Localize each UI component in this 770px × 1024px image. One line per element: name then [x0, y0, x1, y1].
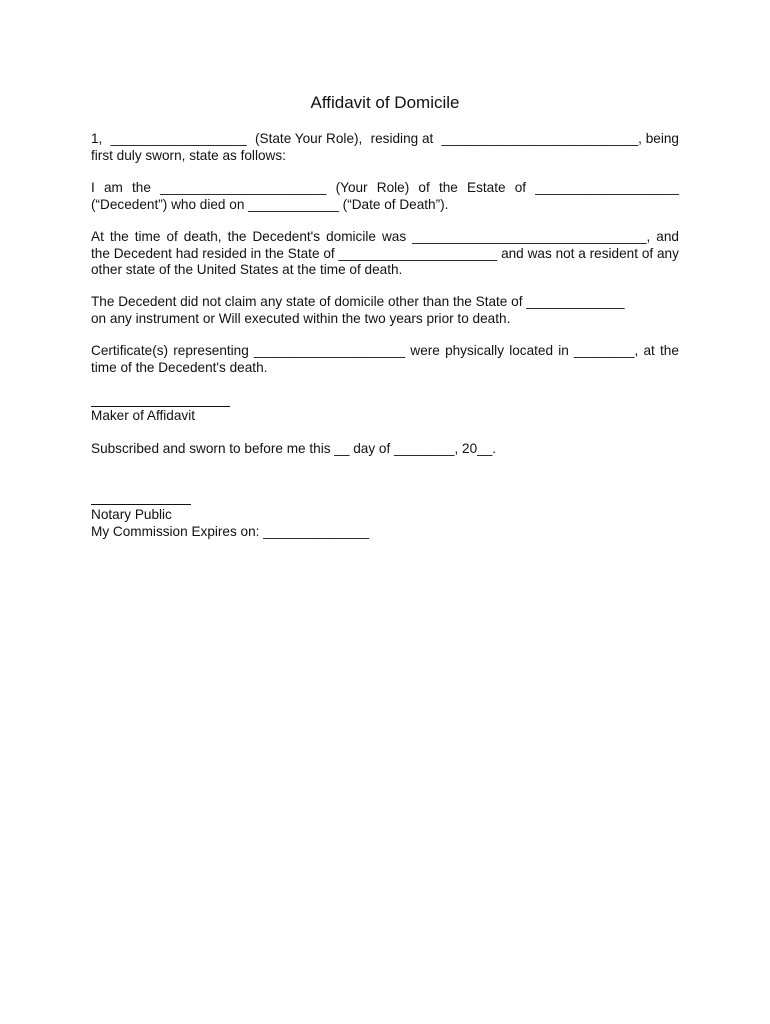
notary-public-label: Notary Public [91, 507, 172, 522]
state-blank: _____________________ [338, 245, 498, 261]
word: the [438, 180, 458, 195]
word: resided [202, 245, 247, 261]
role-blank: __________________ [110, 131, 247, 146]
paragraph-line: on any instrument or Will executed within the two years prior to death. [91, 310, 511, 326]
word: and [501, 245, 524, 261]
residence-blank: __________________________, being [441, 131, 679, 146]
word: time [134, 229, 161, 244]
word: in [558, 343, 569, 358]
word: Certificate(s) [91, 343, 169, 358]
word: am [103, 180, 123, 195]
word: I [91, 180, 95, 195]
location-blank: ________, [574, 343, 639, 358]
maker-block [91, 408, 679, 425]
word: the [227, 229, 247, 244]
notary-signature-line [91, 504, 191, 505]
word: was [381, 229, 407, 244]
subscribed-sworn-line: Subscribed and sworn to before me this __ day of ________, 20__. [91, 441, 497, 456]
paragraph-line: other state of the United States at the time of death. [91, 262, 403, 277]
word: (Your [335, 180, 368, 195]
paragraph-line [91, 343, 679, 360]
paragraph-estate [91, 180, 679, 213]
paragraph-domicile [91, 229, 679, 279]
word: of [418, 180, 430, 195]
word: the [265, 245, 284, 261]
word: resident [589, 245, 639, 261]
estate-blank: ___________________ [535, 180, 679, 195]
word: representing [173, 343, 249, 358]
paragraph-line: first duly sworn, state as follows: [91, 147, 286, 163]
word: State [287, 245, 320, 261]
paragraph-line: The Decedent did not claim any state of domicile other than the State of _____________ [91, 294, 625, 309]
word: physically [445, 343, 504, 358]
word: At [91, 229, 104, 244]
word: Estate [467, 180, 506, 195]
word: Decedent's [252, 229, 321, 244]
document-title: Affidavit of Domicile [310, 93, 460, 112]
word: not [555, 245, 575, 261]
subscribed-block [91, 441, 679, 458]
paragraph-line: time of the Decedent's death. [91, 359, 268, 375]
paragraph-role-residence [91, 131, 679, 164]
word: the [91, 245, 110, 261]
word: death, [183, 229, 222, 244]
paragraph-certificates [91, 343, 679, 376]
word: domicile [326, 229, 376, 244]
paragraph-line [91, 246, 679, 263]
word: were [410, 343, 440, 358]
paragraph-line [91, 180, 679, 197]
word: in [250, 245, 262, 261]
role-blank: ______________________ [160, 180, 327, 195]
commission-expires-line: My Commission Expires on: ______________ [91, 523, 370, 539]
word: of [641, 245, 654, 261]
word: located [509, 343, 554, 358]
word: a [578, 245, 586, 261]
certificates-blank: ____________________ [254, 343, 406, 358]
paragraph-line: (“Decedent”) who died on ____________ (“Date of Death”). [91, 196, 449, 212]
paragraph-line [91, 131, 679, 148]
domicile-blank: _______________________________, [412, 229, 651, 244]
word: of [323, 245, 335, 261]
paragraph-no-other-claim [91, 294, 679, 327]
word: of [514, 180, 527, 195]
word: the [659, 343, 679, 358]
word: Role) [376, 180, 410, 195]
notary-block [91, 507, 679, 540]
text-fragment: residing at [370, 131, 434, 146]
word: was [527, 245, 552, 261]
word: Decedent [113, 245, 172, 261]
word: the [109, 229, 129, 244]
word: had [175, 245, 199, 261]
text-fragment: (State Your Role), [255, 131, 363, 146]
maker-signature-line [91, 406, 230, 407]
word: at [643, 343, 655, 358]
maker-of-affidavit-label: Maker of Affidavit [91, 408, 196, 423]
word: any [657, 245, 679, 261]
word: and [656, 229, 679, 244]
word: the [132, 180, 151, 195]
paragraph-line [91, 229, 679, 246]
text-fragment: 1, [91, 131, 103, 146]
word: of [166, 229, 178, 244]
